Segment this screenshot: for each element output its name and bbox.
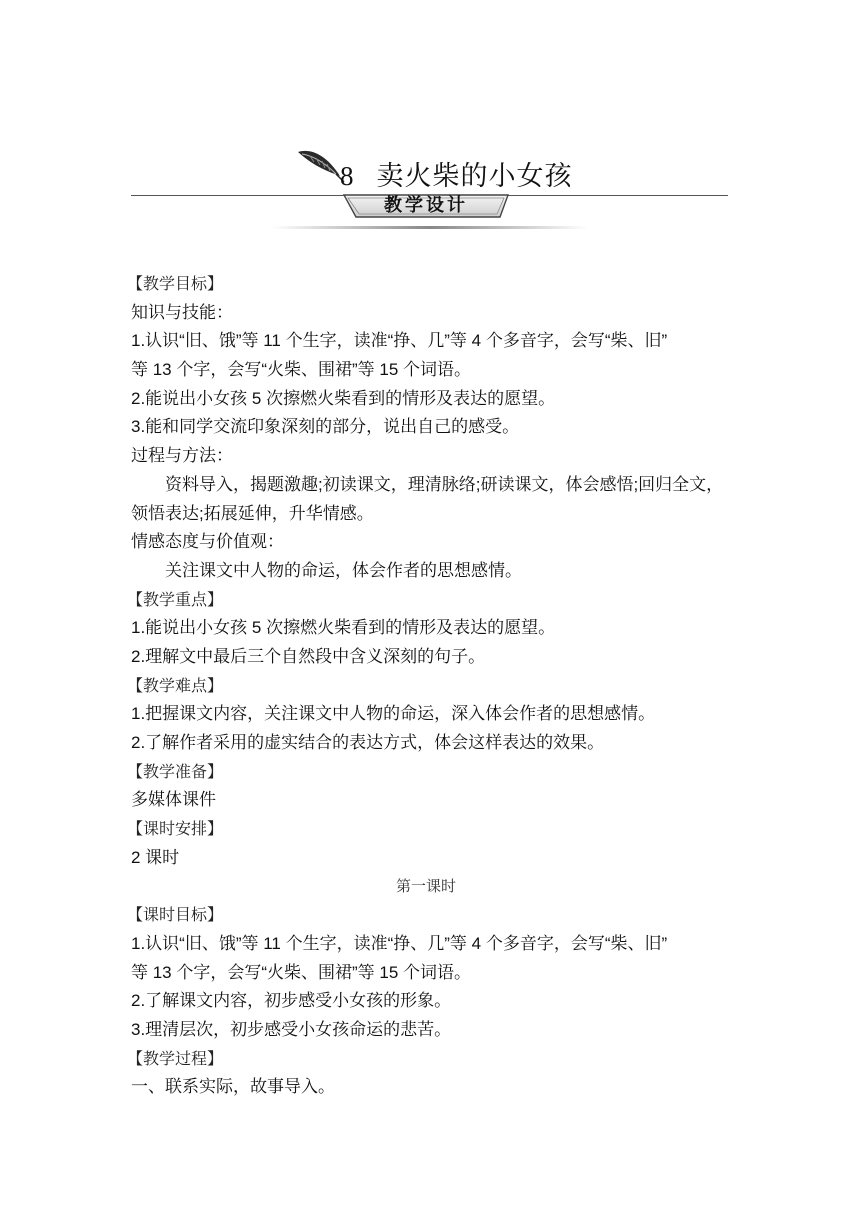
- body-line: 1.认识“旧、饿”等 11 个生字，读准“挣、几”等 4 个多音字，会写“柴、旧”: [131, 933, 668, 953]
- lesson-number: 8: [340, 161, 355, 191]
- section-heading: 【教学重点】: [127, 589, 224, 609]
- section-heading: 【教学难点】: [127, 675, 224, 695]
- body-line: 3.能和同学交流印象深刻的部分，说出自己的感受。: [131, 417, 520, 437]
- body-line: 2 课时: [131, 847, 180, 867]
- body-line: 2.能说出小女孩 5 次擦燃火柴看到的情形及表达的愿望。: [131, 388, 556, 408]
- section-heading: 【课时目标】: [127, 905, 224, 925]
- body-line: 等 13 个字，会写“火柴、围裙”等 15 个词语。: [131, 962, 472, 982]
- body-line: 一、联系实际，故事导入。: [131, 1077, 335, 1097]
- body-line: 多媒体课件: [131, 790, 216, 810]
- period-title: 第一课时: [395, 877, 456, 896]
- body-line: 1.把握课文内容，关注课文中人物的命运，深入体会作者的思想感情。: [131, 704, 656, 724]
- banner-label: 教学设计: [384, 195, 468, 216]
- body-line: 3.理清层次，初步感受小女孩命运的悲苦。: [131, 1019, 452, 1039]
- lesson-header: [0, 0, 860, 260]
- feather-quill-icon: [296, 146, 346, 186]
- body-line: 2.了解作者采用的虚实结合的表达方式，体会这样表达的效果。: [131, 733, 605, 752]
- body-line: 1.能说出小女孩 5 次擦燃火柴看到的情形及表达的愿望。: [131, 618, 556, 638]
- lesson-title-text: 卖火柴的小女孩: [376, 161, 573, 191]
- body-line: 等 13 个字，会写“火柴、围裙”等 15 个词语。: [131, 360, 472, 380]
- sub-heading: 过程与方法：: [131, 446, 233, 466]
- lesson-body: [127, 270, 741, 1102]
- body-line: 2.了解课文内容，初步感受小女孩的形象。: [131, 991, 452, 1011]
- body-line: 1.认识“旧、饿”等 11 个生字，读准“挣、几”等 4 个多音字，会写“柴、旧”: [131, 331, 668, 351]
- body-line: 资料导入，揭题激趣;初读课文，理清脉络;研读课文，体会感悟;回归全文，: [165, 474, 724, 494]
- body-line: 领悟表达;拓展延伸，升华情感。: [131, 503, 374, 523]
- banner-underline: [272, 224, 588, 232]
- section-heading: 【课时安排】: [127, 819, 224, 839]
- body-line: 2.理解文中最后三个自然段中含义深刻的句子。: [131, 646, 486, 666]
- sub-heading: 情感态度与价值观：: [131, 532, 284, 552]
- section-heading: 【教学目标】: [127, 274, 224, 293]
- section-heading: 【教学准备】: [127, 761, 224, 781]
- section-heading: 【教学过程】: [127, 1048, 224, 1068]
- sub-heading: 知识与技能：: [131, 302, 233, 322]
- body-line: 关注课文中人物的命运，体会作者的思想感情。: [165, 560, 522, 580]
